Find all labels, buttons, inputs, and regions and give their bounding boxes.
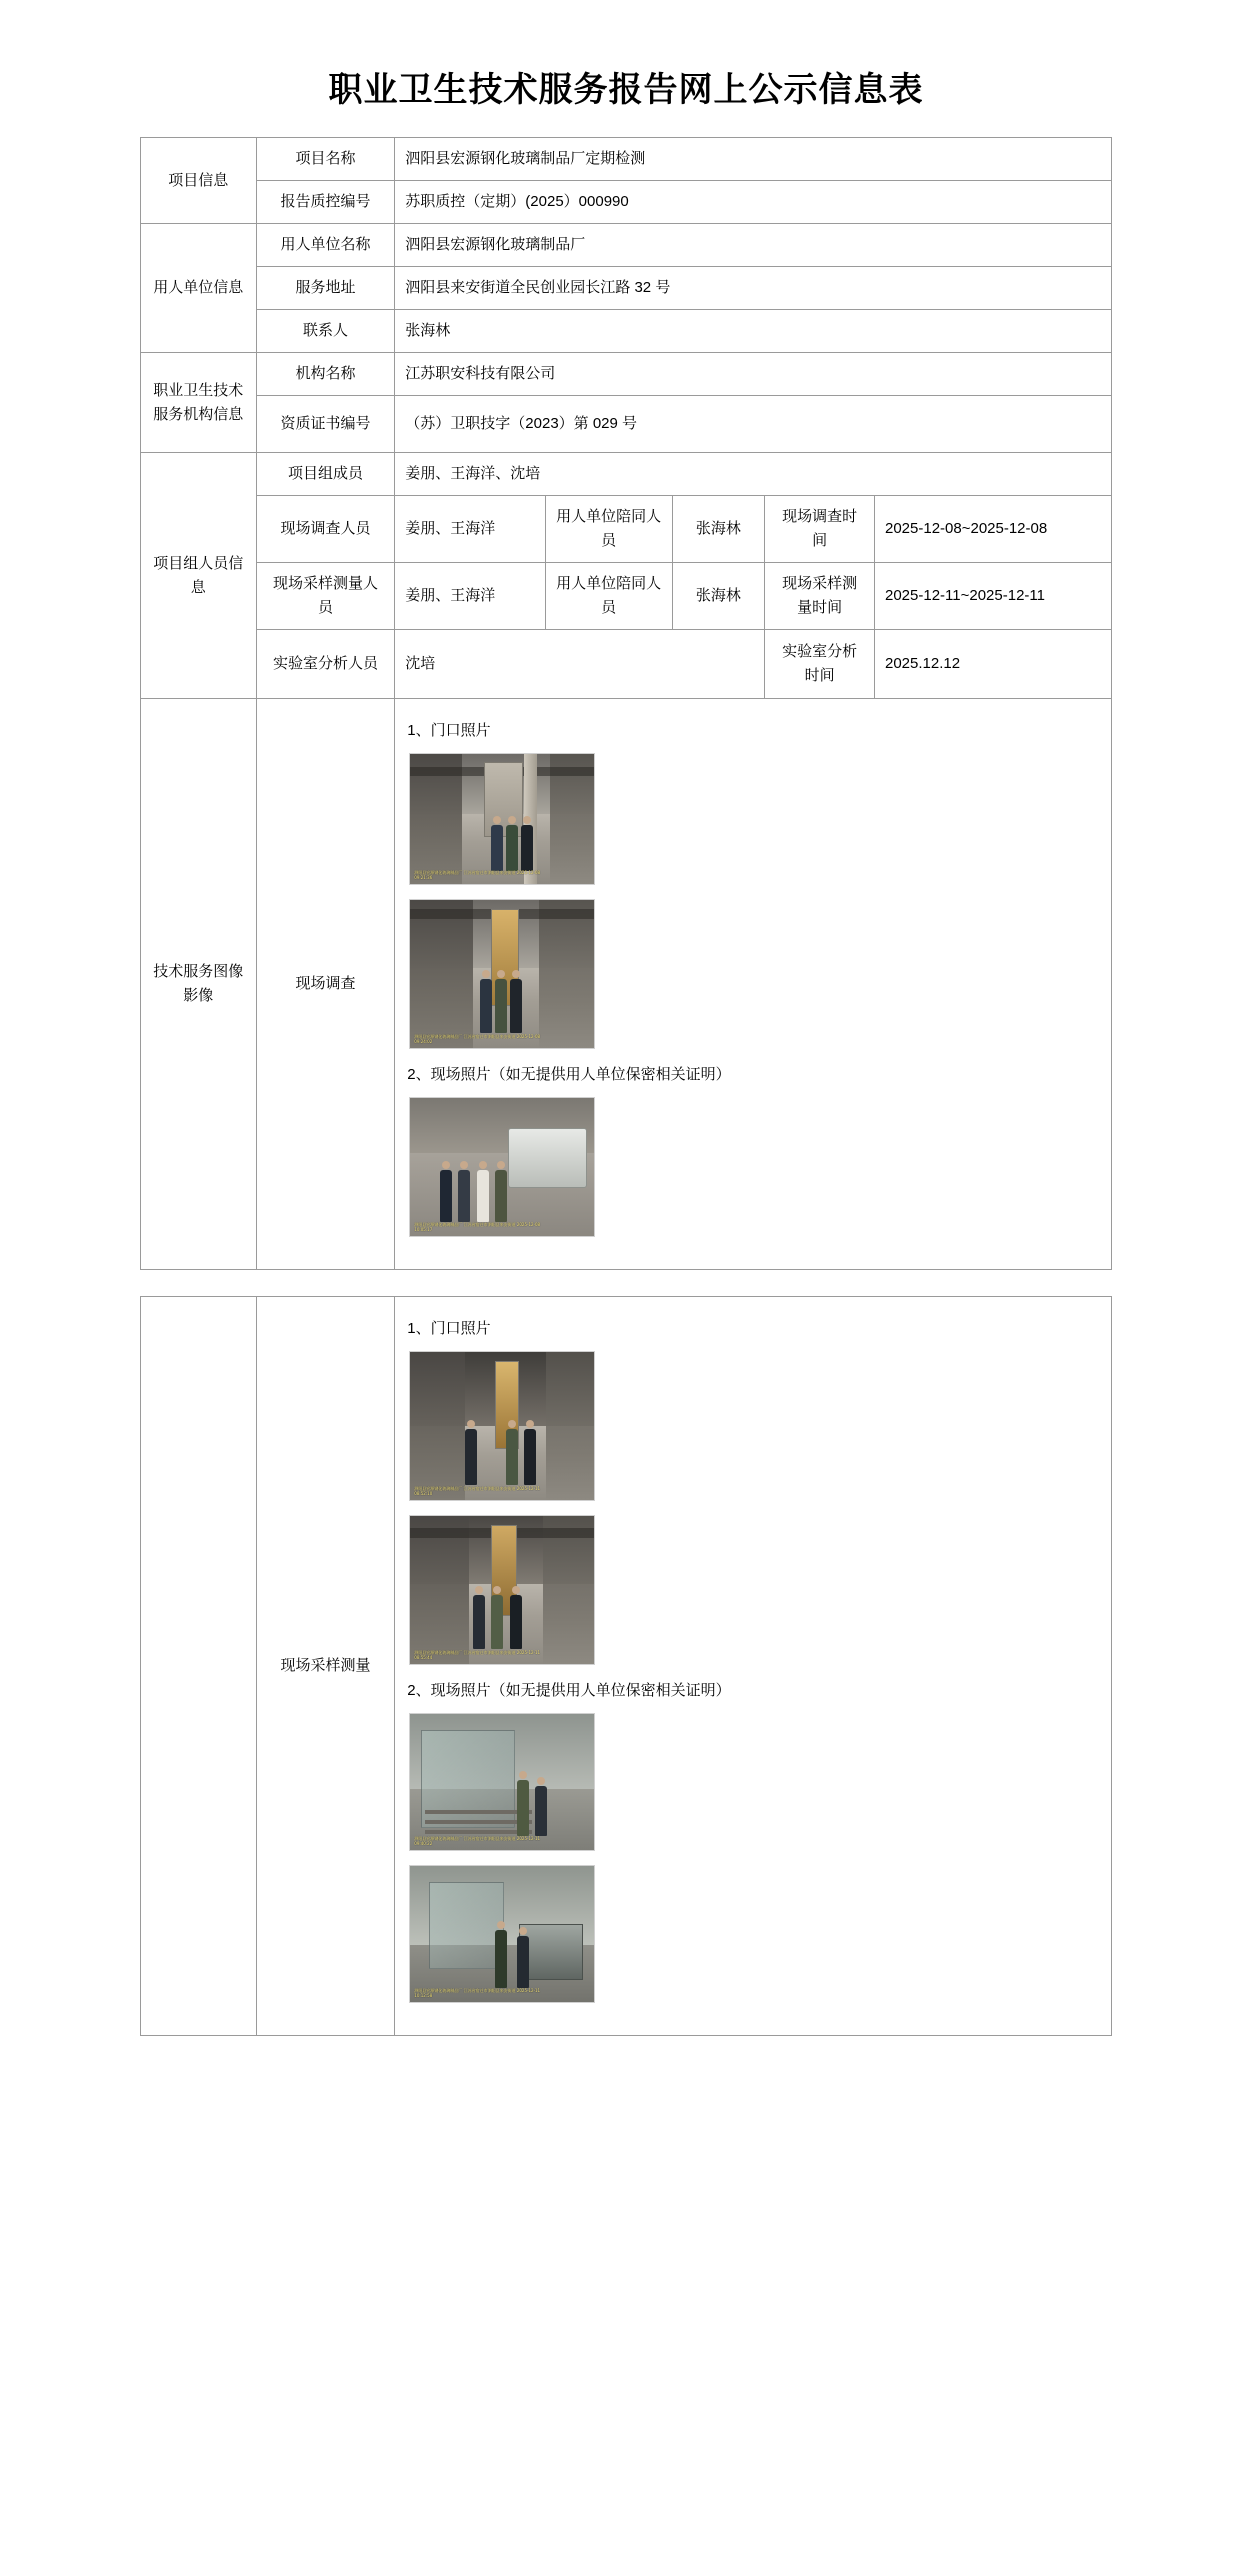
- field-label-license-number: 资质证书编号: [256, 396, 395, 453]
- field-value-survey-accompany: 张海林: [672, 496, 764, 563]
- field-value-service-address: 泗阳县来安街道全民创业园长江路 32 号: [395, 267, 1112, 310]
- table-row: [141, 138, 1112, 181]
- sampling-photo-group: [395, 1297, 1112, 2036]
- page-title: 职业卫生技术服务报告网上公示信息表: [328, 72, 924, 109]
- field-value-sampling-time: 2025-12-11~2025-12-11: [874, 563, 1111, 630]
- row-label-team-info: 项目组人员信息: [141, 453, 257, 699]
- row-label-employer-info: 用人单位信息: [141, 224, 257, 353]
- gate-photo-survey-2: [409, 899, 595, 1049]
- field-value-sampling-staff: 姜朋、王海洋: [395, 563, 545, 630]
- table-row: [141, 224, 1112, 267]
- field-value-project-name: 泗阳县宏源钢化玻璃制品厂定期检测: [395, 138, 1112, 181]
- gate-photo-sampling-2: [409, 1515, 595, 1665]
- field-value-report-qc-number: 苏职质控（定期）(2025）000990: [395, 181, 1112, 224]
- field-value-agency-name: 江苏职安科技有限公司: [395, 353, 1112, 396]
- field-label-team-members: 项目组成员: [256, 453, 395, 496]
- field-label-project-name: 项目名称: [256, 138, 395, 181]
- table-row: [141, 1297, 1112, 2036]
- field-label-sampling-time: 现场采样测量时间: [765, 563, 875, 630]
- field-label-lab-staff: 实验室分析人员: [256, 630, 395, 699]
- photo-timestamp-stamp: 泗阳县宏源钢化玻璃制品厂 江苏省宿迁市泗阳县来安街道 2025-12-08 10:05:17: [414, 1222, 541, 1232]
- photo-timestamp-stamp: 泗阳县宏源钢化玻璃制品厂 江苏省宿迁市泗阳县来安街道 2025-12-11 08:52:10: [414, 1486, 541, 1496]
- field-label-survey-accompany: 用人单位陪同人员: [545, 496, 672, 563]
- photo-timestamp-stamp: 泗阳县宏源钢化玻璃制品厂 江苏省宿迁市泗阳县来安街道 2025-12-08 09:21:36: [414, 870, 541, 880]
- field-value-employer-name: 泗阳县宏源钢化玻璃制品厂: [395, 224, 1112, 267]
- row-label-images-block: 技术服务图像影像: [141, 699, 257, 1270]
- field-value-survey-time: 2025-12-08~2025-12-08: [874, 496, 1111, 563]
- caption-site-photos-2: 2、现场照片（如无提供用人单位保密相关证明）: [407, 1682, 731, 1699]
- table-row: [141, 563, 1112, 630]
- caption-gate-photos: 1、门口照片: [407, 722, 491, 739]
- field-label-survey-staff: 现场调查人员: [256, 496, 395, 563]
- table-row: [141, 630, 1112, 699]
- field-label-agency-name: 机构名称: [256, 353, 395, 396]
- field-value-team-members: 姜朋、王海洋、沈培: [395, 453, 1112, 496]
- field-value-sampling-accompany: 张海林: [672, 563, 764, 630]
- field-label-survey-time: 现场调查时间: [765, 496, 875, 563]
- table-row: [141, 181, 1112, 224]
- caption-gate-photos-2: 1、门口照片: [407, 1320, 491, 1337]
- table-row: [141, 267, 1112, 310]
- field-label-service-address: 服务地址: [256, 267, 395, 310]
- site-photo-sampling-1: [409, 1713, 595, 1851]
- photo-timestamp-stamp: 泗阳县宏源钢化玻璃制品厂 江苏省宿迁市泗阳县来安街道 2025-12-11 09:40:22: [414, 1836, 541, 1846]
- row-label-agency-info: 职业卫生技术服务机构信息: [141, 353, 257, 453]
- photo-timestamp-stamp: 泗阳县宏源钢化玻璃制品厂 江苏省宿迁市泗阳县来安街道 2025-12-08 09:24:02: [414, 1034, 541, 1044]
- table-row: [141, 496, 1112, 563]
- row-label-survey-images: 现场调查: [256, 699, 395, 1270]
- info-table-sampling-images: [140, 1296, 1112, 2036]
- table-gap-divider: [140, 1270, 1112, 1296]
- field-label-lab-time: 实验室分析时间: [765, 630, 875, 699]
- field-value-license-number: （苏）卫职技字（2023）第 029 号: [395, 396, 1112, 453]
- gate-photo-sampling-1: [409, 1351, 595, 1501]
- field-value-contact-person: 张海林: [395, 310, 1112, 353]
- photo-timestamp-stamp: 泗阳县宏源钢化玻璃制品厂 江苏省宿迁市泗阳县来安街道 2025-12-11 08:55:44: [414, 1650, 541, 1660]
- field-label-report-qc-number: 报告质控编号: [256, 181, 395, 224]
- gate-photo-survey-1: [409, 753, 595, 885]
- row-label-project-info: 项目信息: [141, 138, 257, 224]
- row-label-sampling-images: 现场采样测量: [256, 1297, 395, 2036]
- site-photo-survey-1: [409, 1097, 595, 1237]
- field-value-survey-staff: 姜朋、王海洋: [395, 496, 545, 563]
- table-row: [141, 310, 1112, 353]
- caption-site-photos: 2、现场照片（如无提供用人单位保密相关证明）: [407, 1066, 731, 1083]
- info-table-main: [140, 137, 1112, 1270]
- survey-photo-group: [395, 699, 1112, 1270]
- row-label-images-block-2: [141, 1297, 257, 2036]
- photo-timestamp-stamp: 泗阳县宏源钢化玻璃制品厂 江苏省宿迁市泗阳县来安街道 2025-12-11 10:12:58: [414, 1988, 541, 1998]
- field-label-employer-name: 用人单位名称: [256, 224, 395, 267]
- table-row: [141, 699, 1112, 1270]
- field-value-lab-time: 2025.12.12: [874, 630, 1111, 699]
- table-row: [141, 396, 1112, 453]
- field-value-lab-staff: 沈培: [395, 630, 765, 699]
- field-label-contact-person: 联系人: [256, 310, 395, 353]
- field-label-sampling-accompany: 用人单位陪同人员: [545, 563, 672, 630]
- field-label-sampling-staff: 现场采样测量人员: [256, 563, 395, 630]
- table-row: [141, 353, 1112, 396]
- site-photo-sampling-2: [409, 1865, 595, 2003]
- table-row: [141, 453, 1112, 496]
